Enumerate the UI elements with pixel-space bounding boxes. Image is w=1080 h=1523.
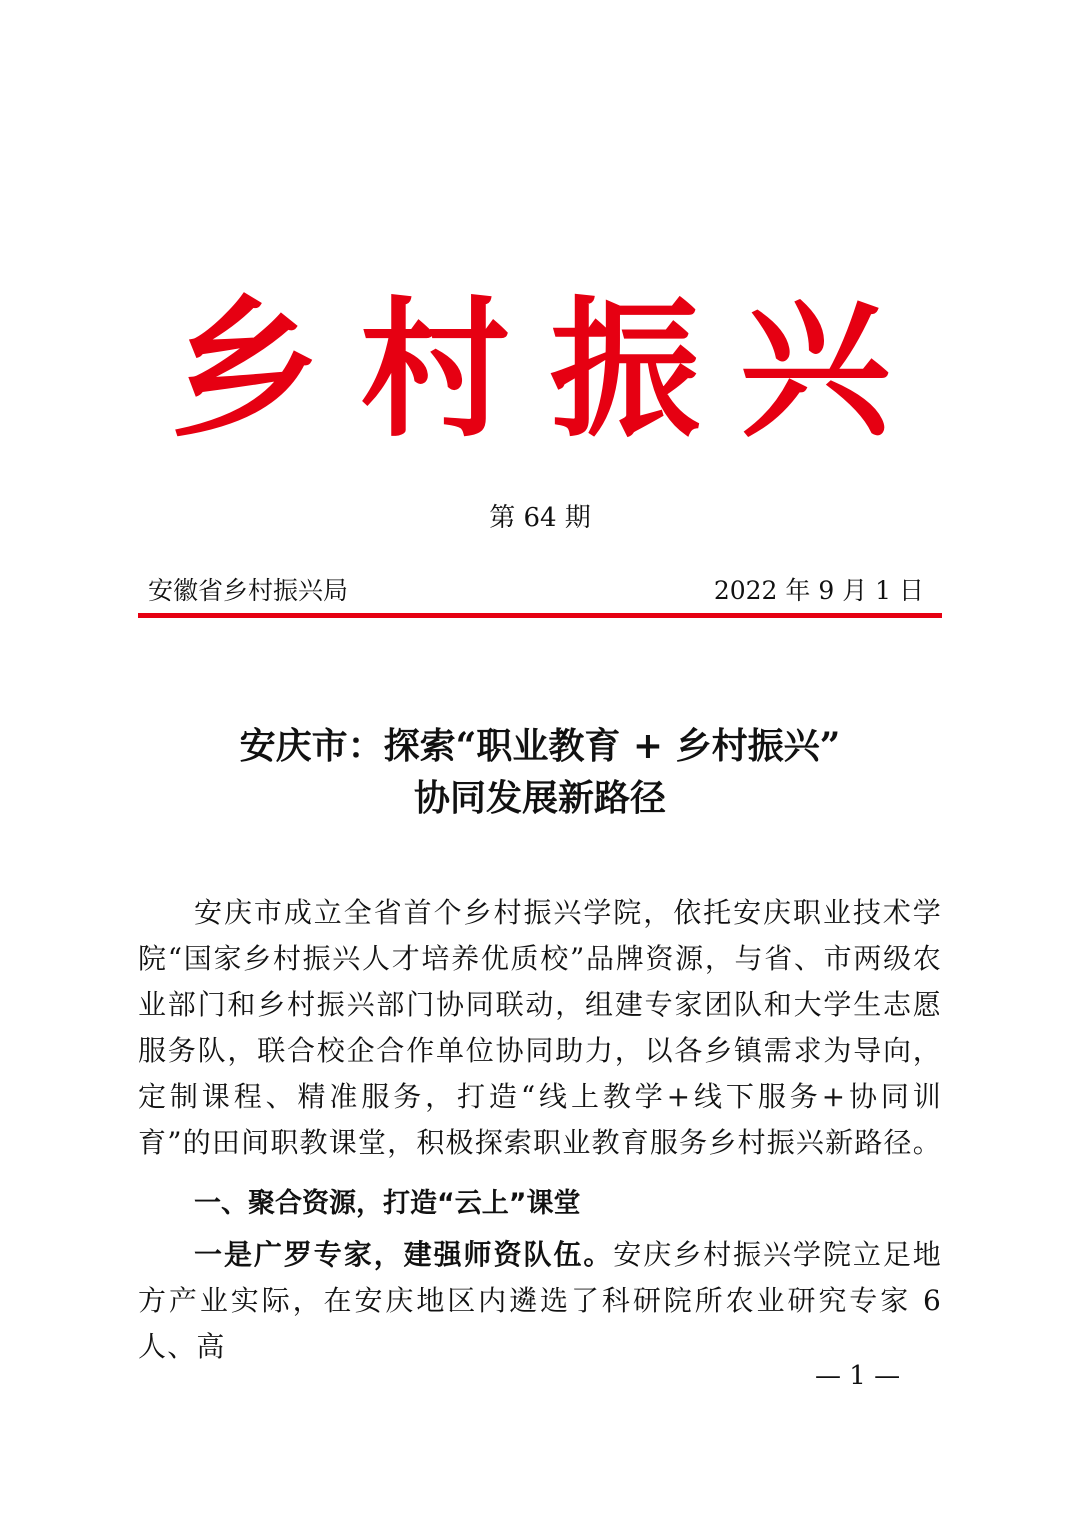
section-paragraph bbox=[138, 1232, 942, 1370]
intro-paragraph: 安庆市成立全省首个乡村振兴学院，依托安庆职业技术学院“国家乡村振兴人才培养优质校”品牌资源，与省、市两级农业部门和乡村振兴部门协同联动，组建专家团队和大学生志愿服务队，联合校企合作单位协同助力，以各乡镇需求为导向，定制课程、精准服务，打造“线上教学+线下服务+协同训育”的田间职教课堂，积极探索职业教育服务乡村振兴新路径。 bbox=[138, 896, 942, 1159]
issue-date: 2022 年 9 月 1 日 bbox=[713, 576, 924, 605]
issue-number: 第 64 期 bbox=[489, 503, 591, 533]
article-title-line-2: 协同发展新路径 bbox=[413, 777, 666, 819]
section-paragraph-text: 安庆乡村振兴学院立足地方产业实际，在安庆地区内遴选了科研院所农业研究专家 6 人、高 bbox=[138, 1238, 942, 1363]
section-heading: 一、聚合资源，打造“云上”课堂 bbox=[194, 1188, 581, 1219]
section-lead-sentence: 一是广罗专家，建强师资队伍。 bbox=[194, 1238, 614, 1271]
issuer-name: 安徽省乡村振兴局 bbox=[148, 576, 349, 605]
red-divider-rule bbox=[138, 613, 942, 618]
issuer-row bbox=[140, 573, 940, 613]
article-title bbox=[0, 720, 1080, 824]
masthead-title: 乡村振兴 bbox=[169, 282, 930, 458]
article-body bbox=[138, 890, 942, 1370]
page-number: — 1 — bbox=[815, 1361, 901, 1391]
article-title-line-1: 安庆市：探索“职业教育 + 乡村振兴” bbox=[239, 725, 841, 767]
